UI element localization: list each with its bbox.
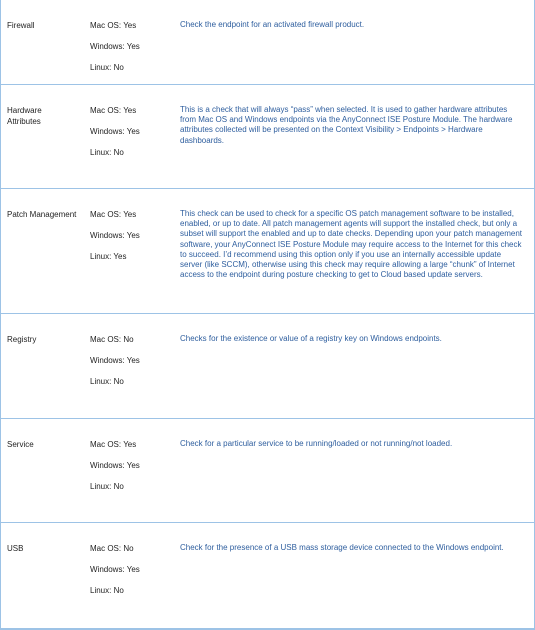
os-support-list — [90, 105, 170, 168]
feature-name: Firewall — [7, 21, 35, 30]
linux-support: Linux: No — [90, 148, 124, 157]
os-support-list — [90, 20, 170, 83]
table-row-service — [1, 419, 534, 523]
mac-os-support: Mac OS: Yes — [90, 21, 137, 30]
table-row-firewall — [1, 0, 534, 85]
mac-os-support: Mac OS: Yes — [90, 106, 137, 115]
windows-support: Windows: Yes — [90, 356, 140, 365]
os-support-list — [90, 439, 170, 502]
feature-description: Check the endpoint for an activated firewall product. — [180, 20, 365, 29]
windows-support: Windows: Yes — [90, 565, 140, 574]
feature-name: Patch Management — [7, 210, 77, 219]
feature-description: Check for the presence of a USB mass storage device connected to the Windows endpoint. — [180, 543, 504, 552]
linux-support: Linux: Yes — [90, 252, 127, 261]
mac-os-support: Mac OS: Yes — [90, 210, 137, 219]
table-row-registry — [1, 314, 534, 419]
table-row-hardware-attributes — [1, 85, 534, 189]
os-support-list — [90, 543, 170, 606]
windows-support: Windows: Yes — [90, 42, 140, 51]
feature-description: This is a check that will always “pass” when selected. It is used to gather hardware attributes from Mac OS and Windows endpoints via the AnyConnect ISE Posture Module. The hardware attributes collected will be presented on the Context Visibility > Endpoints > Hardware dashboards. — [180, 105, 513, 145]
feature-name: Hardware Attributes — [7, 106, 42, 126]
linux-support: Linux: No — [90, 482, 124, 491]
os-support-list — [90, 209, 170, 272]
os-support-list — [90, 334, 170, 397]
linux-support: Linux: No — [90, 586, 124, 595]
feature-name: USB — [7, 544, 24, 553]
linux-support: Linux: No — [90, 63, 124, 72]
feature-description: Checks for the existence or value of a registry key on Windows endpoints. — [180, 334, 442, 343]
mac-os-support: Mac OS: No — [90, 335, 134, 344]
mac-os-support: Mac OS: No — [90, 544, 134, 553]
windows-support: Windows: Yes — [90, 231, 140, 240]
feature-description: Check for a particular service to be running/loaded or not running/not loaded. — [180, 439, 453, 448]
windows-support: Windows: Yes — [90, 127, 140, 136]
feature-description: This check can be used to check for a specific OS patch management software to be installed, enabled, or up to date. All patch management agents will support the installed check, but only a subset will support the enabled and up to date checks. Depending upon your patch management software, your AnyConnect ISE Posture Module may require access to the Internet for this check to succeed. I’d recommend using this option only if you use an internally accessible update server (like SCCM), otherwise using this check may require allowing a large “chunk” of Internet access to the endpoint during posture checking to get to Cloud based update servers. — [180, 209, 523, 280]
windows-support: Windows: Yes — [90, 461, 140, 470]
feature-name: Service — [7, 440, 34, 449]
linux-support: Linux: No — [90, 377, 124, 386]
mac-os-support: Mac OS: Yes — [90, 440, 137, 449]
feature-name: Registry — [7, 335, 37, 344]
table-row-usb — [1, 523, 534, 630]
table-row-patch-management — [1, 189, 534, 314]
